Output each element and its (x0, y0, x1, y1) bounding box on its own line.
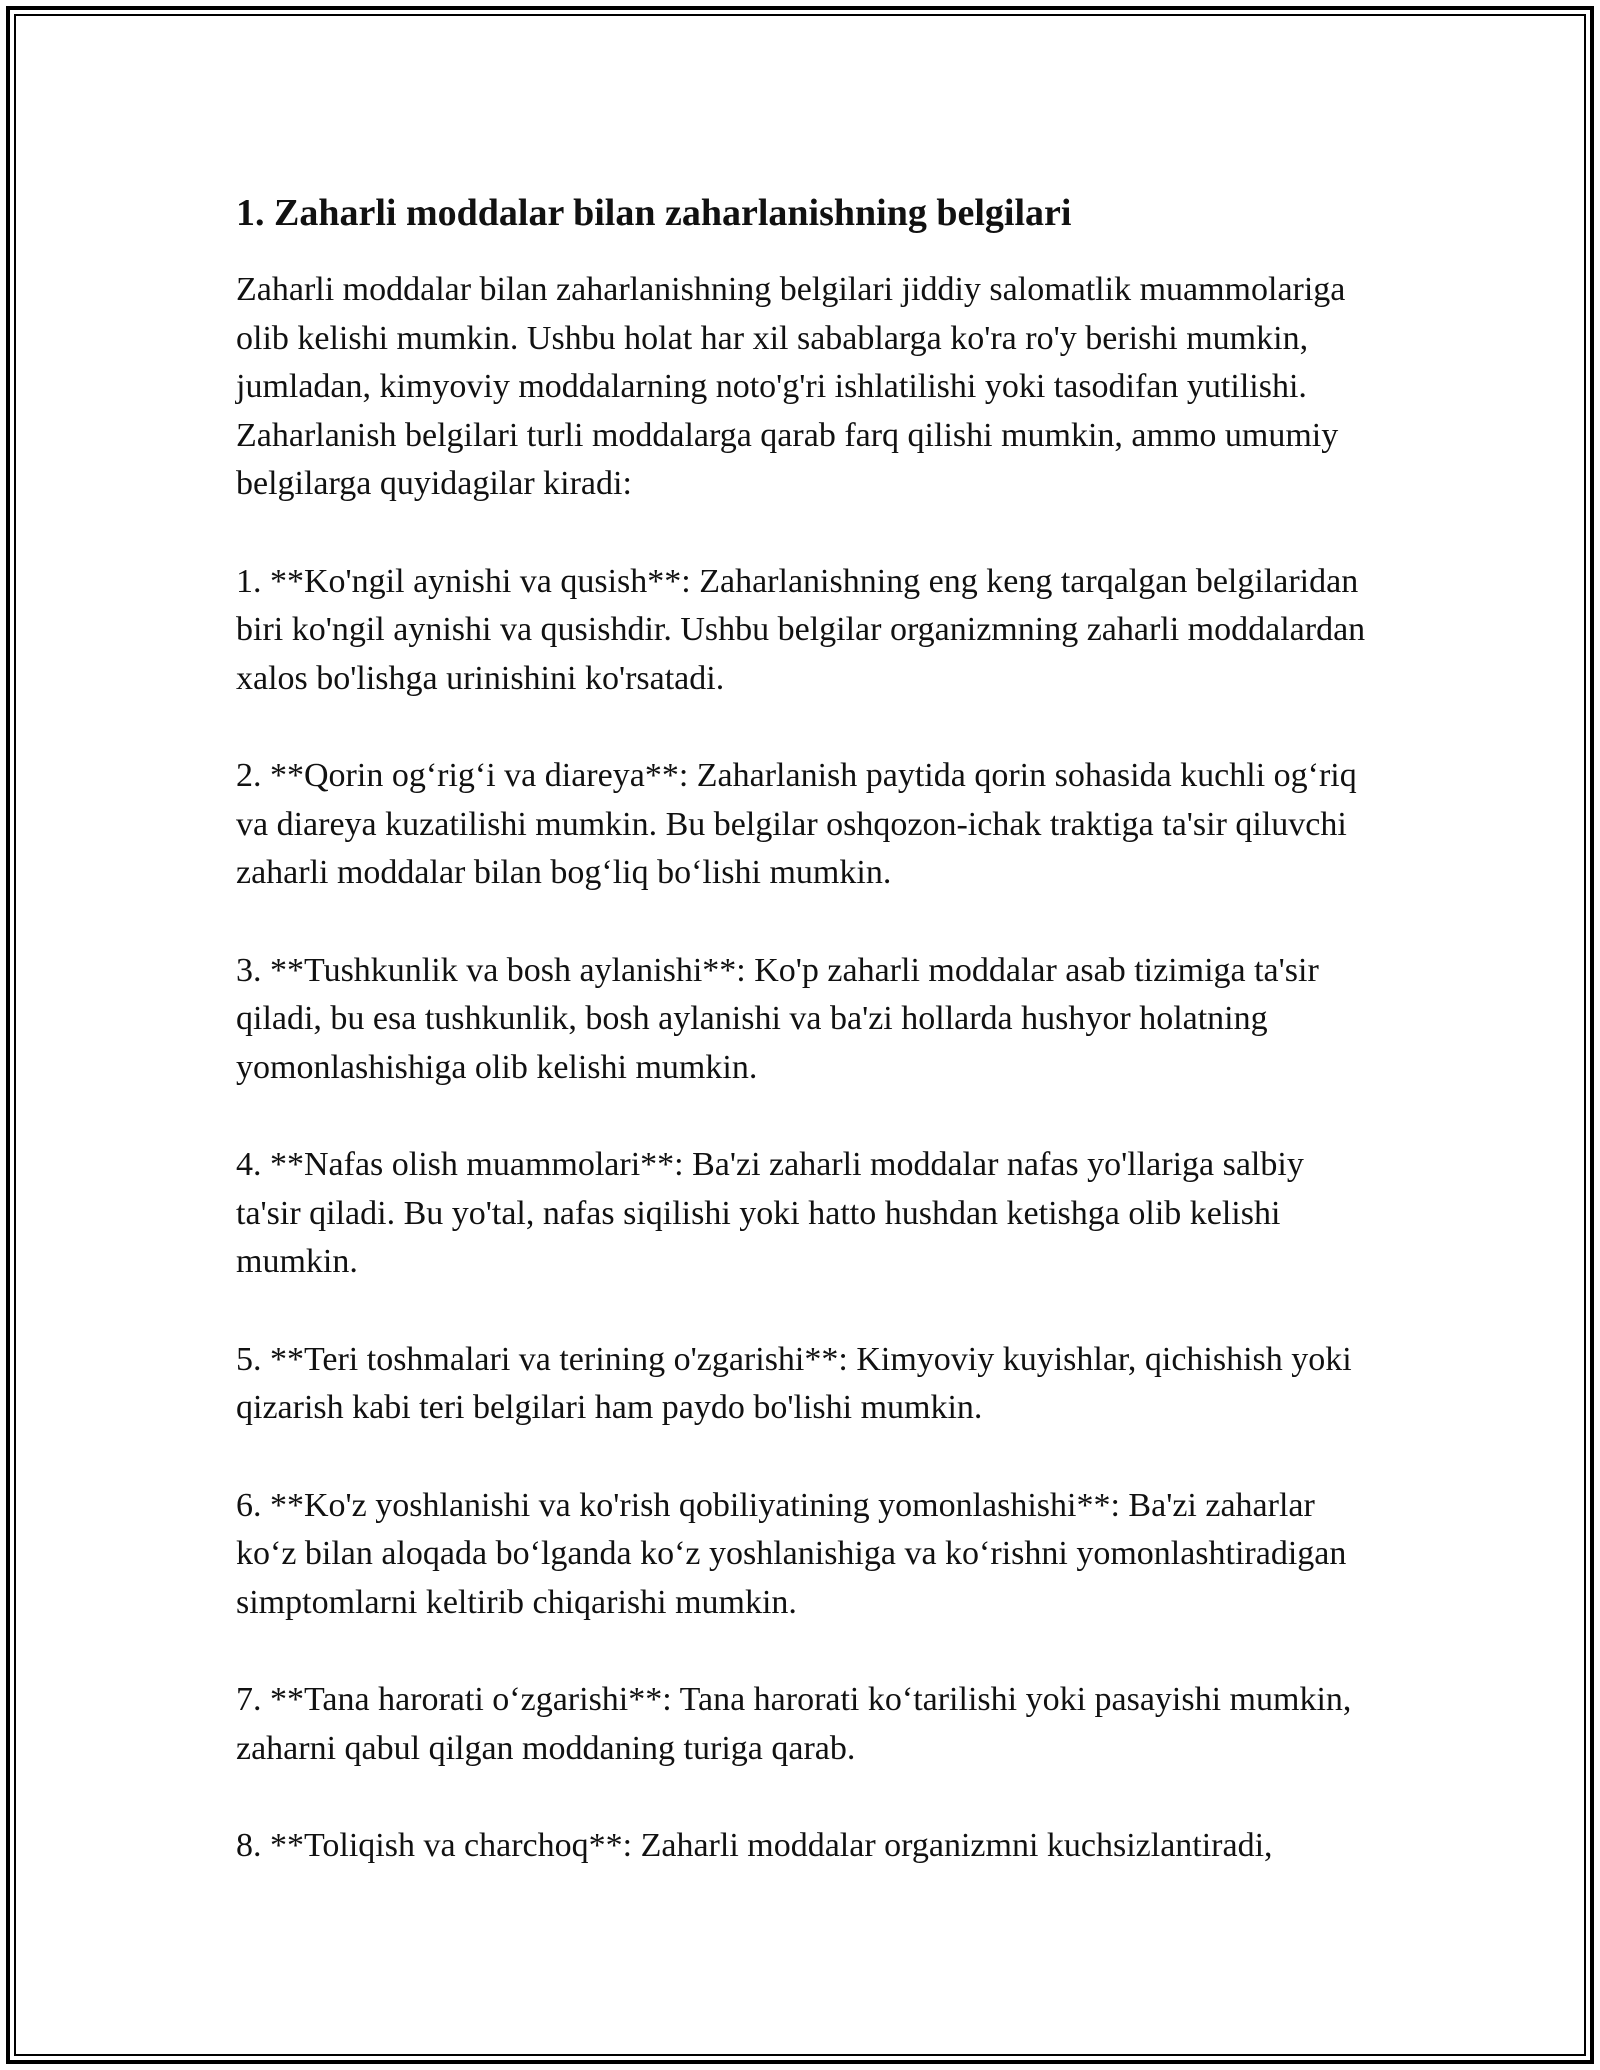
list-item-temperature: 7. **Tana harorati o‘zgarishi**: Tana harorati ko‘tarilishi yoki pasayishi mumkin, zaharni qabul qilgan moddaning turiga qarab. (236, 1681, 1352, 1767)
document-body (236, 186, 1366, 1871)
list-item-eyes: 6. **Ko'z yoshlanishi va ko'rish qobiliyatining yomonlashishi**: Ba'zi zaharlar ko‘z bilan aloqada bo‘lganda ko‘z yoshlanishiga va ko‘rishni yomonlashtiradigan simptomlarni keltirib chiqarishi mumkin. (236, 1486, 1347, 1621)
list-item-fatigue: 8. **Toliqish va charchoq**: Zaharli moddalar organizmni kuchsizlantiradi, (236, 1827, 1273, 1864)
list-item-skin: 5. **Teri toshmalari va terining o'zgarishi**: Kimyoviy kuyishlar, qichishish yoki qizarish kabi teri belgilari ham paydo bo'lishi mumkin. (236, 1340, 1352, 1426)
list-item-dizziness: 3. **Tushkunlik va bosh aylanishi**: Ko'p zaharli moddalar asab tizimiga ta'sir qiladi, bu esa tushkunlik, bosh aylanishi va ba'zi hollarda hushyor holatning yomonlashishiga olib kelishi mumkin. (236, 951, 1319, 1086)
section-heading: 1. Zaharli moddalar bilan zaharlanishning belgilari (236, 192, 1072, 234)
list-item-breathing: 4. **Nafas olish muammolari**: Ba'zi zaharli moddalar nafas yo'llariga salbiy ta'sir qiladi. Bu yo'tal, nafas siqilishi yoki hatto hushdan ketishga olib kelishi mumkin. (236, 1146, 1304, 1280)
list-item-nausea: 1. **Ko'ngil aynishi va qusish**: Zaharlanishning eng keng tarqalgan belgilaridan biri ko'ngil aynishi va qusishdir. Ushbu belgilar organizmning zaharli moddalardan xalos bo'lishga urinishini ko'rsatadi. (236, 562, 1366, 697)
intro-paragraph: Zaharli moddalar bilan zaharlanishning belgilari jiddiy salomatlik muammolariga olib kelishi mumkin. Ushbu holat har xil sabablarga ko'ra ro'y berishi mumkin, jumladan, kimyoviy moddalarning noto'g'ri ishlatilishi yoki tasodifan yutilishi. Zaharlanish belgilari turli moddalarga qarab farq qilishi mumkin, ammo umumiy belgilarga quyidagilar kiradi: (236, 271, 1346, 502)
list-item-abdominal-pain: 2. **Qorin og‘rig‘i va diareya**: Zaharlanish paytida qorin sohasida kuchli og‘riq va diareya kuzatilishi mumkin. Bu belgilar oshqozon-ichak traktiga ta'sir qiluvchi zaharli moddalar bilan bog‘liq bo‘lishi mumkin. (236, 757, 1357, 891)
